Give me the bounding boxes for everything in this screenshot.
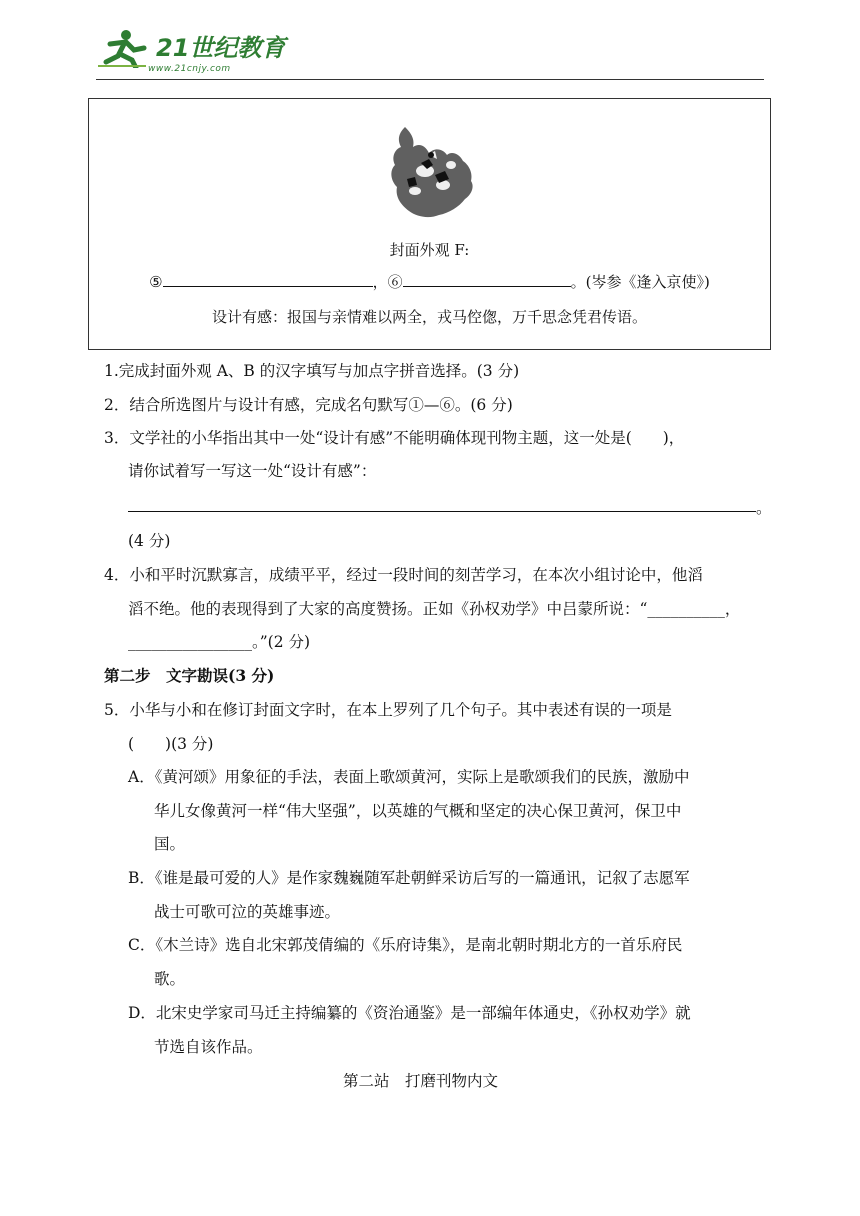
option-c-line-1: C．《木兰诗》选自北宋郭茂倩编的《乐府诗集》，是南北朝时期北方的一首乐府民 bbox=[128, 936, 683, 954]
option-d-line-1: D．北宋史学家司马迁主持编纂的《资治通鉴》是一部编年体通史，《孙权劝学》就 bbox=[128, 1004, 691, 1022]
question-5-line-1: 5．小华与小和在修订封面文字时，在本上罗列了几个句子。其中表述有误的一项是 bbox=[104, 701, 672, 719]
option-b-line-2: 战士可歌可泣的英雄事迹。 bbox=[154, 903, 341, 921]
question-5-line-2: ( )(3 分) bbox=[128, 735, 214, 753]
page-header bbox=[96, 28, 764, 80]
ink-painting-image bbox=[385, 125, 477, 221]
option-a-line-1: A．《黄河颂》用象征的手法，表面上歌颂黄河，实际上是歌颂我们的民族，激励中 bbox=[128, 768, 690, 786]
runner-logo-icon bbox=[96, 28, 152, 68]
question-4-line-2: 滔不绝。他的表现得到了大家的高度赞扬。正如《孙权劝学》中吕蒙所说：“__________， bbox=[128, 600, 741, 618]
question-4-line-1: 4．小和平时沉默寡言，成绩平平，经过一段时间的刻苦学习，在本次小组讨论中，他滔 bbox=[104, 566, 703, 584]
cover-f-caption: 封面外观 F: bbox=[389, 241, 470, 259]
question-2: 2．结合所选图片与设计有感，完成名句默写①—⑥。(6 分) bbox=[104, 396, 513, 414]
question-3-answer-line[interactable] bbox=[128, 511, 756, 512]
cover-f-design-feeling: 设计有感：报国与亲情难以两全，戎马倥偬，万千思念凭君传语。 bbox=[211, 308, 647, 326]
question-3-score: (4 分) bbox=[128, 532, 171, 550]
site-logo bbox=[96, 28, 285, 68]
blank-5-marker: ⑤ bbox=[149, 273, 163, 291]
comma: ， bbox=[372, 273, 388, 291]
poem-reference: (岑参《逢入京使》) bbox=[585, 273, 710, 291]
cover-f-box bbox=[88, 98, 771, 350]
question-3-line-1: 3．文学社的小华指出其中一处“设计有感”不能明确体现刊物主题，这一处是( )， bbox=[104, 429, 685, 447]
option-a-line-3: 国。 bbox=[154, 835, 186, 853]
logo-name: 21世纪教育 bbox=[156, 33, 286, 62]
logo-url: www.21cnjy.com bbox=[148, 64, 231, 74]
station-2-heading: 第二站 打磨刊物内文 bbox=[343, 1072, 499, 1090]
question-4-line-3: ________________。”(2 分) bbox=[128, 633, 311, 651]
period: 。 bbox=[570, 273, 586, 291]
blank-6-marker: ⑥ bbox=[387, 273, 403, 291]
question-1: 1.完成封面外观 A、B 的汉字填写与加点字拼音选择。(3 分) bbox=[104, 362, 520, 380]
question-3-end-mark: 。 bbox=[756, 499, 772, 517]
option-d-line-2: 节选自该作品。 bbox=[154, 1038, 263, 1056]
option-b-line-1: B．《谁是最可爱的人》是作家魏巍随军赴朝鲜采访后写的一篇通讯，记叙了志愿军 bbox=[128, 869, 690, 887]
question-3-line-2: 请你试着写一写这一处“设计有感”： bbox=[128, 462, 377, 480]
cover-f-poem-blanks bbox=[89, 271, 770, 292]
blank-6[interactable] bbox=[403, 272, 571, 287]
option-c-line-2: 歌。 bbox=[154, 970, 186, 988]
step-2-heading: 第二步 文字勘误(3 分) bbox=[104, 666, 275, 685]
option-a-line-2: 华儿女像黄河一样“伟大坚强”，以英雄的气概和坚定的决心保卫黄河，保卫中 bbox=[154, 802, 682, 820]
blank-5[interactable] bbox=[163, 272, 373, 287]
header-divider bbox=[96, 79, 764, 80]
